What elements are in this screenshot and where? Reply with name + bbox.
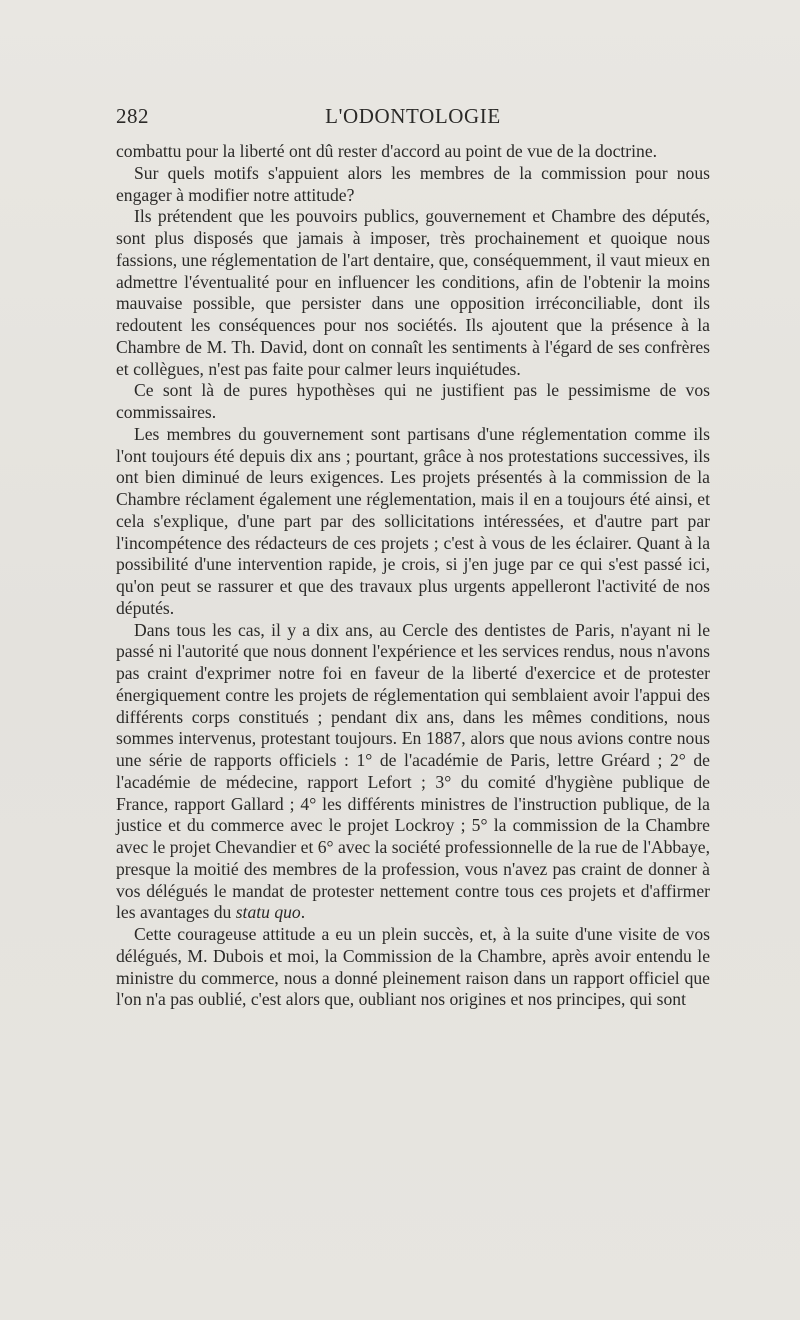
page-header [116, 104, 710, 132]
italic-phrase: statu quo [235, 902, 301, 923]
paragraph: Les membres du gouvernement sont partisans d'une réglementation comme ils l'ont toujours été depuis dix ans ; pourtant, grâce à nos protestations successives, ils ont bien diminué de leurs exigences. Les projets présentés à la commission de la Chambre réclament également une réglementation, mais il en a toujours été ainsi, et cela s'explique, d'une part par des sollicitations intéressées, et d'autre part par l'incompétence des rédacteurs de ces projets ; c'est à vous de les éclairer. Quant à la possibilité d'une intervention rapide, je crois, si j'en juge par ce qui s'est passé ici, qu'on peut se rassurer et que des travaux plus urgents appelleront l'activité de nos députés. [116, 423, 710, 618]
paragraph: Dans tous les cas, il y a dix ans, au Cercle des dentistes de Paris, n'ayant ni le passé ni l'autorité que nous donnent l'expérience et les services rendus, nous n'avons pas craint d'exprimer notre foi en faveur de la liberté d'exercice et de protester énergiquement contre les projets de réglementation qui semblaient avoir l'appui des différents corps constitués ; pendant dix ans, dans les mêmes conditions, nous sommes intervenus, protestant toujours. En 1887, alors que nous avions contre nous une série de rapports officiels : 1° de l'académie de Paris, lettre Gréard ; 2° de l'académie de médecine, rapport Lefort ; 3° du comité d'hygiène publique de France, rapport Gallard ; 4° les différents ministres de l'instruction publique, de la justice et du commerce avec le projet Lockroy ; 5° la commission de la Chambre avec le projet Chevandier et 6° avec la société professionnelle de la rue de l'Abbaye, presque la moitié des membres de la profession, vous n'avez pas craint de donner à vos délégués le mandat de protester nettement contre tous ces projets et d'affirmer les avantages du statu quo. [116, 619, 710, 923]
page-number: 282 [116, 104, 149, 128]
paragraph: combattu pour la liberté ont dû rester d'accord au point de vue de la doctrine. [116, 141, 658, 161]
paragraph: Ce sont là de pures hypothèses qui ne justifient pas le pessimisme de vos commissaires. [116, 380, 710, 422]
body-text [116, 141, 710, 1011]
running-title: L'ODONTOLOGIE [325, 104, 501, 128]
paragraph: Cette courageuse attitude a eu un plein succès, et, à la suite d'une visite de vos délégués, M. Dubois et moi, la Commission de la Chambre, après avoir entendu le ministre du commerce, nous a donné pleinement raison dans un rapport officiel que l'on n'a pas oublié, c'est alors que, oubliant nos origines et nos principes, qui sont [116, 924, 710, 1010]
paragraph-text: Dans tous les cas, il y a dix ans, au Cercle des dentistes de Paris, n'ayant ni le passé ni l'autorité que nous donnent l'expérience et les services rendus, nous n'avons pas craint d'exprimer notre foi en faveur de la liberté d'exercice et de protester énergiquement contre les projets de réglementation qui semblaient avoir l'appui des différents corps constitués ; pendant dix ans, dans les mêmes conditions, nous sommes intervenus, protestant toujours. En 1887, alors que nous avions contre nous une série de rapports officiels : 1° de l'académie de Paris, lettre Gréard ; 2° de l'académie de médecine, rapport Lefort ; 3° du comité d'hygiène publique de France, rapport Gallard ; 4° les différents ministres de l'instruction publique, de la justice et du commerce avec le projet Lockroy ; 5° la commission de la Chambre avec le projet Chevandier et 6° avec la société professionnelle de la rue de l'Abbaye, presque la moitié des membres de la profession, vous n'avez pas craint de donner à vos délégués le mandat de protester nettement contre tous ces projets et d'affirmer les avantages du [116, 619, 710, 923]
paragraph: Sur quels motifs s'appuient alors les membres de la commission pour nous engager à modifier notre attitude? [116, 162, 710, 205]
paragraph: Ils prétendent que les pouvoirs publics, gouvernement et Chambre des députés, sont plus disposés que jamais à imposer, très prochainement et quoique nous fassions, une réglementation de l'art dentaire, que, conséquemment, il vaut mieux en admettre l'éventualité pour en influencer les conditions, afin de l'obtenir la moins mauvaise possible, que persister dans une opposition irréconciliable, dont ils redoutent les conséquences pour nos sociétés. Ils ajoutent que la présence à la Chambre de M. Th. David, dont on connaît les sentiments à l'égard de ses confrères et collègues, n'est pas faite pour calmer leurs inquiétudes. [116, 206, 710, 379]
